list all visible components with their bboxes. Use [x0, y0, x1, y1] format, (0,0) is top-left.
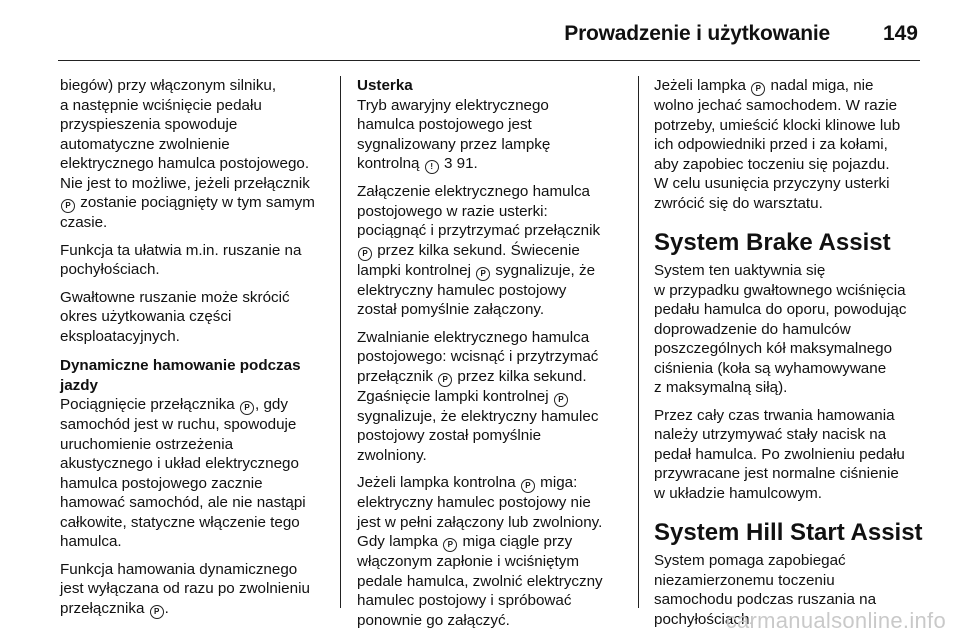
- text-line: sygnalizowany przez lampkę: [357, 135, 551, 153]
- parking-brake-icon: P: [61, 199, 75, 213]
- text-line: zwolniony.: [357, 446, 427, 464]
- text-fragment: Gdy lampka: [357, 533, 439, 550]
- paragraph: [357, 96, 627, 175]
- parking-brake-icon: P: [240, 401, 254, 415]
- paragraph: [60, 241, 330, 280]
- column-divider: [340, 76, 341, 608]
- paragraph: [60, 288, 330, 347]
- text-line: Funkcja ta ułatwia m.in. ruszanie na: [60, 241, 302, 259]
- text-line: poszczególnych kół maksymalnego: [654, 340, 893, 357]
- text-line: a następnie wciśnięcie pedału: [60, 96, 262, 114]
- paragraph: [654, 76, 924, 213]
- text-line: [357, 387, 627, 407]
- text-line: [357, 241, 627, 261]
- text-line: biegów) przy włączonym silniku,: [60, 77, 277, 94]
- text-fragment: Jeżeli lampka kontrolna: [357, 474, 516, 491]
- text-line: uruchomienie ostrzeżenia: [60, 435, 234, 453]
- text-line: elektrycznego hamulca postojowego.: [60, 155, 310, 172]
- text-line: przywracane jest normalne ciśnienie: [654, 465, 899, 482]
- text-line: potrzeby, umieścić klocki klinowe lub: [654, 116, 901, 134]
- text-column-2: [357, 76, 627, 638]
- section-title: System Hill Start Assist: [654, 519, 923, 546]
- text-fragment: przez kilka sekund. Świecenie: [373, 241, 580, 259]
- text-line: ponownie go załączyć.: [357, 611, 510, 629]
- text-line: wolno jechać samochodem. W razie: [654, 97, 898, 114]
- text-fragment: Pociągnięcie przełącznika: [60, 396, 235, 413]
- text-fragment: przełącznika: [60, 599, 145, 617]
- text-fragment: miga ciągle przy: [458, 533, 573, 550]
- text-fragment: zostanie pociągnięty w tym samym: [76, 194, 315, 211]
- text-line: sygnalizuje, że elektryczny hamulec: [357, 407, 599, 425]
- text-fragment: 91.: [456, 155, 478, 172]
- text-line: postojowy został pomyślnie: [357, 427, 542, 444]
- text-line: Tryb awaryjny elektrycznego: [357, 96, 549, 114]
- text-line: [60, 395, 330, 415]
- text-line: [357, 473, 627, 493]
- text-line: pedał hamulca. Po zwolnieniu pedału: [654, 445, 905, 463]
- text-line: [357, 532, 627, 552]
- text-line: postojowego w razie usterki:: [357, 202, 548, 220]
- text-line: został pomyślnie załączony.: [357, 301, 545, 318]
- text-fragment: Jeżeli lampka: [654, 77, 747, 94]
- text-fragment: .: [164, 599, 169, 617]
- text-line: pedale hamulca, zwolnić elektryczny: [357, 572, 603, 590]
- parking-brake-icon: P: [150, 605, 164, 619]
- watermark: carmanualsonline.info: [725, 608, 946, 633]
- page-reference: 3: [443, 155, 453, 172]
- parking-brake-icon: P: [554, 393, 568, 407]
- text-line: Załączenie elektrycznego hamulca: [357, 183, 590, 200]
- text-line: eksploatacyjnych.: [60, 327, 180, 345]
- column-divider: [638, 76, 639, 608]
- text-line: samochodu podczas ruszania na: [654, 591, 877, 608]
- text-line: w przypadku gwałtownego wciśnięcia: [654, 281, 906, 299]
- section-title: System Brake Assist: [654, 229, 891, 256]
- paragraph: [357, 182, 627, 320]
- parking-brake-icon: P: [476, 267, 490, 281]
- parking-brake-icon: P: [751, 82, 765, 96]
- text-line: całkowite, statyczne włączenie tego: [60, 513, 300, 531]
- paragraph: [357, 328, 627, 466]
- paragraph: [654, 406, 924, 504]
- text-line: [654, 76, 924, 96]
- text-line: ich odpowiedniki przed i za kołami,: [654, 136, 888, 153]
- parking-brake-icon: P: [438, 373, 452, 387]
- text-fragment: lampki kontrolnej: [357, 261, 471, 279]
- text-line: Nie jest to możliwe, jeżeli przełącznik: [60, 174, 310, 192]
- text-line: [60, 193, 330, 213]
- text-fragment: kontrolną: [357, 155, 420, 172]
- text-line: [357, 367, 627, 387]
- text-line: przyspieszenia spowoduje: [60, 116, 238, 133]
- text-line: Funkcja hamowania dynamicznego: [60, 560, 298, 578]
- text-line: Przez cały czas trwania hamowania: [654, 406, 895, 424]
- text-line: Dynamiczne hamowanie podczas: [60, 357, 301, 374]
- text-fragment: Zgaśnięcie lampki kontrolnej: [357, 387, 549, 405]
- warning-light-icon: !: [425, 160, 439, 174]
- text-line: elektryczny hamulec postojowy nie: [357, 494, 591, 511]
- text-line: postojowego: wcisnąć i przytrzymać: [357, 348, 599, 365]
- text-fragment: przełącznik: [357, 367, 433, 385]
- text-line: samochód jest w ruchu, spowoduje: [60, 416, 297, 433]
- text-line: [60, 599, 330, 619]
- text-line: czasie.: [60, 214, 108, 231]
- text-fragment: , gdy: [255, 396, 288, 413]
- text-line: hamulec postojowy i spróbować: [357, 592, 572, 609]
- text-line: z maksymalną siłą).: [654, 379, 788, 396]
- text-line: Usterka: [357, 77, 413, 94]
- text-line: pochyłościach.: [60, 261, 160, 278]
- text-line: jest wyłączana od razu po zwolnieniu: [60, 580, 310, 597]
- text-fragment: nadal miga, nie: [766, 77, 874, 94]
- text-line: hamulca.: [60, 533, 122, 550]
- text-line: należy utrzymywać stały nacisk na: [654, 426, 887, 443]
- page-header: [0, 0, 960, 60]
- subheading: [357, 76, 627, 96]
- text-line: pochyłościach.: [654, 610, 754, 628]
- text-fragment: przez kilka sekund.: [453, 367, 587, 385]
- parking-brake-icon: P: [443, 538, 457, 552]
- text-fragment: miga:: [535, 474, 578, 491]
- text-line: hamulca postojowego zacznie: [60, 474, 263, 492]
- text-line: System ten uaktywnia się: [654, 262, 826, 279]
- paragraph: [654, 261, 924, 398]
- parking-brake-icon: P: [358, 247, 372, 261]
- paragraph: [60, 560, 330, 619]
- text-line: hamować samochód, ale nie nastąpi: [60, 494, 306, 511]
- text-line: aby zapobiec toczeniu się pojazdu.: [654, 155, 890, 173]
- text-line: Gwałtowne ruszanie może skrócić: [60, 288, 290, 306]
- text-line: jazdy: [60, 376, 98, 394]
- text-line: zwrócić się do warsztatu.: [654, 194, 823, 212]
- text-column-1: [60, 76, 330, 627]
- text-line: akustycznego i układ elektrycznego: [60, 455, 299, 472]
- header-title: Prowadzenie i użytkowanie: [564, 22, 830, 45]
- text-line: okres użytkowania części: [60, 308, 232, 325]
- text-line: System pomaga zapobiegać: [654, 552, 846, 569]
- text-column-3: [654, 76, 924, 637]
- text-line: Zwalnianie elektrycznego hamulca: [357, 328, 590, 346]
- text-line: [357, 261, 627, 281]
- text-fragment: sygnalizuje, że: [491, 261, 596, 279]
- text-line: jest w pełni załączony lub zwolniony.: [357, 513, 603, 531]
- paragraph: [60, 395, 330, 552]
- parking-brake-icon: P: [521, 479, 535, 493]
- text-line: elektryczny hamulec postojowy: [357, 281, 567, 299]
- page-number: 149: [882, 22, 918, 45]
- paragraph: [357, 473, 627, 630]
- subheading: [60, 356, 330, 395]
- text-line: W celu usunięcia przyczyny usterki: [654, 175, 890, 192]
- text-line: automatyczne zwolnienie: [60, 135, 230, 153]
- text-line: ciśnienia (koła są wyhamowywane: [654, 359, 887, 377]
- text-line: niezamierzonemu toczeniu: [654, 571, 835, 589]
- text-line: pociągnąć i przytrzymać przełącznik: [357, 222, 601, 239]
- text-line: hamulca postojowego jest: [357, 116, 532, 133]
- text-line: [357, 154, 627, 174]
- text-line: w układzie hamulcowym.: [654, 484, 822, 502]
- paragraph: [60, 76, 330, 233]
- text-line: pedału hamulca do oporu, powodując: [654, 301, 907, 318]
- header-divider: [58, 60, 920, 61]
- text-line: doprowadzenie do hamulców: [654, 320, 851, 338]
- text-line: włączonym zapłonie i wciśniętym: [357, 553, 579, 570]
